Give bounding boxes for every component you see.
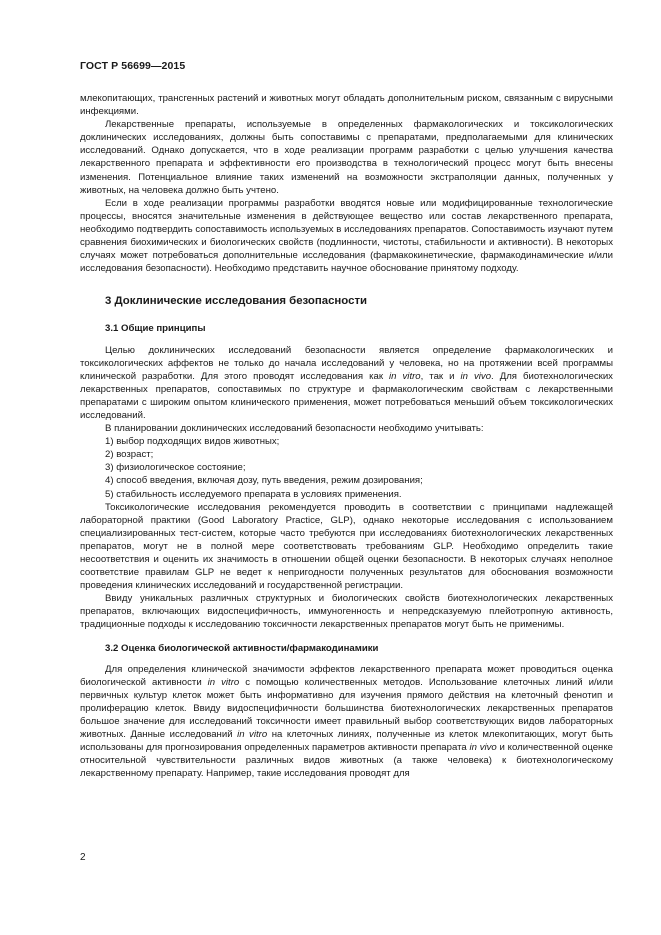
section-3-1-paragraph-2: В планировании доклинических исследований безопасности необходимо учитывать: (105, 423, 484, 435)
text-run: с помощью количественных методов. Использование клеточных линий и/или первичных культур клеток может быть информативно для изучения прямого действия на клеточный фенотип и пролиферацию клеток. Ввиду видоспецифичности большинства биотехнологических лекарственных препаратов большое значение для исследований токсичности имеет правильный выбор соответствующих видов лабораторных животных. Данные исследований (80, 676, 613, 741)
text-run: и количественной оценке относительной чувствительности различных видов животных (а также человека) к биотехнологическому лекарственному препарату. Например, такие исследования проводят для (80, 742, 613, 780)
list-item-4: 4) способ введения, включая дозу, путь введения, режим дозирования; (105, 475, 423, 487)
intro-paragraph-3: Если в ходе реализации программы разработки вводятся новые или модифицированные технологические процессы, вносятся значительные изменения в действующее вещество или состав лекарственного препарата, необходимо подтвердить сопоставимость используемых в исследованиях препаратов. Сопоставимость изучают путем сравнения биохимических и биологических свойств (подлинности, чистоты, стабильности и активности). В некоторых случаях может потребоваться дополнительные исследования (фармакокинетические, фармакодинамические и/или исследования безопасности). Необходимо представить научное обоснование принятому подходу. (80, 197, 613, 275)
document-code-header: ГОСТ Р 56699—2015 (80, 60, 186, 72)
section-3-2-heading: 3.2 Оценка биологической активности/фармакодинамики (105, 642, 379, 654)
in-vitro-term: in vitro (207, 676, 240, 688)
in-vivo-term: in vivo (469, 742, 497, 754)
section-3-2-paragraph-1 (80, 663, 613, 781)
text-run: Для определения клинической значимости эффектов лекарственного препарата может проводиться оценка биологической активности (80, 663, 613, 688)
intro-paragraph-1: млекопитающих, трансгенных растений и животных могут обладать дополнительным риском, связанным с вирусными инфекциями. (80, 93, 613, 118)
intro-paragraph-2: Лекарственные препараты, используемые в определенных фармакологических и токсикологических доклинических исследованиях, должны быть сопоставимы с препаратами, предполагаемыми для клинических исследований. Однако допускается, что в ходе реализации программ разработки с целью улучшения качества лекарственного препарата и эффективности его производства в технологический процесс могут быть внесены изменения. Потенциальное влияние таких изменений на возможности экстраполяции данных, полученных у животных, на человека должно быть учтено. (80, 119, 613, 196)
section-3-1-paragraph-4: Ввиду уникальных различных структурных и биологических свойств биотехнологических лекарственных препаратов, включающих видоспецифичность, иммуногенность и непредсказуемую плейотропную активность, традиционные подходы к исследованию токсичности лекарственных препаратов могут быть не применимы. (80, 593, 613, 631)
section-3-1-heading: 3.1 Общие принципы (105, 323, 206, 335)
section-3-heading: 3 Доклинические исследования безопасности (105, 295, 368, 308)
in-vitro-term: in vitro (389, 370, 421, 382)
section-3-1-paragraph-3: Токсикологические исследования рекомендуется проводить в соответствии с принципами надлежащей лабораторной практики (Good Laboratory Practice, GLP), однако некоторые исследования с использованием специализированных тест-систем, которые часто требуются при исследованиях биотехнологических лекарственных препаратов, могут не в полной мере соответствовать требованиям GLP. Необходимо определить такие несоответствия и оценить их значимость в отношении общей оценки безопасности. В некоторых случаях неполное соответствие правилам GLP не ведет к непригодности полученных результатов для обоснования возможности проведения клинических исследований и государственной регистрации. (80, 501, 613, 592)
list-item-3: 3) физиологическое состояние; (105, 462, 246, 474)
text-run: . Для биотехнологических лекарственных препаратов, сопоставимых по структуре и фармакологическим свойствам с лекарственными препаратами с широким опытом клинического применения, может потребоваться меньший объем токсикологических исследований. (80, 370, 613, 421)
list-item-1: 1) выбор подходящих видов животных; (105, 436, 280, 448)
in-vivo-term: in vivo (460, 370, 492, 382)
page-number: 2 (80, 852, 86, 863)
text-run: на клеточных линиях, полученные из клеток млекопитающих, могут быть использованы для прогнозирования определенных параметров активности препарата (80, 729, 614, 754)
list-item-5: 5) стабильность исследуемого препарата в условиях применения. (105, 488, 402, 500)
in-vitro-term: in vitro (237, 729, 268, 741)
document-body (80, 92, 613, 781)
text-run: Целью доклинических исследований безопасности является определение фармакологических и токсикологических аффектов не только до начала исследований у человека, но на протяжении всей программы клинической разработки. Для этого проводят исследования как (80, 344, 613, 382)
section-3-1-paragraph-1 (80, 344, 613, 423)
text-run: , так и (420, 370, 461, 382)
list-item-2: 2) возраст; (105, 449, 154, 461)
